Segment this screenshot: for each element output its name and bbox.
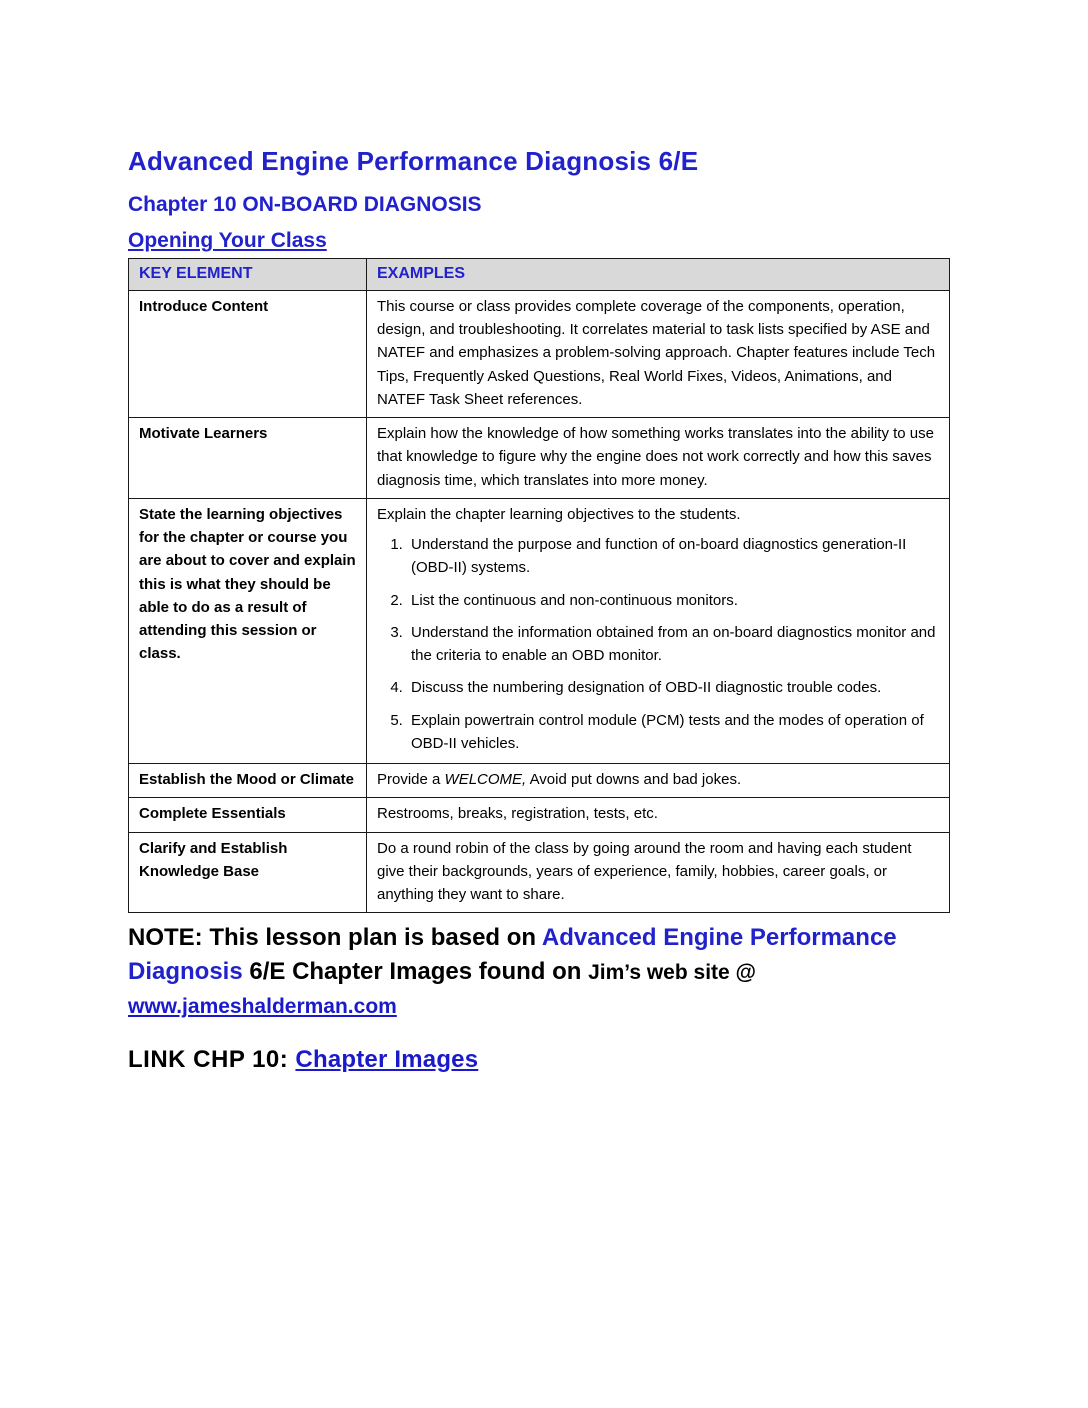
example-text: Avoid put downs and bad jokes. — [526, 771, 742, 789]
note-prefix: NOTE: This lesson plan is based on — [128, 924, 542, 952]
key-cell: State the learning objectives for the chapter or course you are about to cover and explain this is what they should be able to do as a result of attending this session or class. — [129, 498, 367, 763]
table-row-learning-objectives — [129, 498, 950, 763]
objectives-intro: Explain the chapter learning objectives to the students. — [377, 505, 741, 523]
key-cell: Introduce Content — [129, 290, 367, 417]
table-row-establish-mood — [129, 764, 950, 798]
objective-item: 4. Discuss the numbering designation of OBD-II diagnostic trouble codes. — [407, 676, 939, 699]
example-cell: Restrooms, breaks, registration, tests, etc. — [367, 798, 950, 832]
objective-item: 5. Explain powertrain control module (PCM) tests and the modes of operation of OBD-II vehicles. — [407, 709, 939, 756]
example-cell — [367, 764, 950, 798]
note-middle: 6/E Chapter Images found on — [242, 958, 589, 986]
table-header-key-element: KEY ELEMENT — [129, 259, 367, 291]
table-header-examples: EXAMPLES — [367, 259, 950, 291]
key-cell: Motivate Learners — [129, 418, 367, 499]
table-row-clarify-knowledge — [129, 832, 950, 913]
link-line — [128, 1046, 958, 1074]
lesson-table — [128, 258, 950, 913]
link-line-prefix: LINK CHP 10: — [128, 1045, 296, 1073]
example-cell: This course or class provides complete coverage of the components, operation, design, and troubleshooting. It correlates material to task lists specified by ASE and NATEF and emphasizes a problem-solving approach. Chapter features include Tech Tips, Frequently Asked Questions, Real World Fixes, Videos, Animations, and NATEF Task Sheet references. — [367, 290, 950, 417]
note-paragraph — [128, 921, 928, 1023]
website-link[interactable]: www.jameshalderman.com — [128, 995, 397, 1019]
table-row-motivate-learners — [129, 418, 950, 499]
objective-item: 1. Understand the purpose and function of on-board diagnostics generation-II (OBD-II) systems. — [407, 533, 939, 580]
table-row-complete-essentials — [129, 798, 950, 832]
page-title: Advanced Engine Performance Diagnosis 6/E — [128, 146, 699, 176]
section-heading: Opening Your Class — [128, 229, 327, 252]
objective-item: 2. List the continuous and non-continuous monitors. — [407, 589, 939, 612]
table-row-introduce-content — [129, 290, 950, 417]
example-cell: Explain how the knowledge of how something works translates into the ability to use that knowledge to figure why the engine does not work correctly and how this saves diagnosis time, which translates into more money. — [367, 418, 950, 499]
table-header-row — [129, 259, 950, 291]
example-text: Provide a — [377, 771, 445, 789]
note-book-title: Advanced Engine Performance Diagnosis — [128, 924, 897, 986]
page-subtitle: Chapter 10 ON-BOARD DIAGNOSIS — [128, 193, 482, 216]
objectives-list — [377, 533, 939, 755]
example-cell: Do a round robin of the class by going around the room and having each student give their backgrounds, years of experience, family, hobbies, career goals, or anything they want to share. — [367, 832, 950, 913]
key-cell: Complete Essentials — [129, 798, 367, 832]
key-cell: Clarify and Establish Knowledge Base — [129, 832, 367, 913]
example-text-italic: WELCOME, — [444, 771, 527, 789]
objective-item: 3. Understand the information obtained from an on-board diagnostics monitor and the criteria to enable an OBD monitor. — [407, 621, 939, 668]
example-cell — [367, 498, 950, 763]
note-site-text: Jim’s web site @ — [588, 961, 757, 985]
chapter-images-link[interactable]: Chapter Images — [295, 1045, 479, 1073]
key-cell: Establish the Mood or Climate — [129, 764, 367, 798]
lesson-plan-page — [128, 146, 958, 1074]
